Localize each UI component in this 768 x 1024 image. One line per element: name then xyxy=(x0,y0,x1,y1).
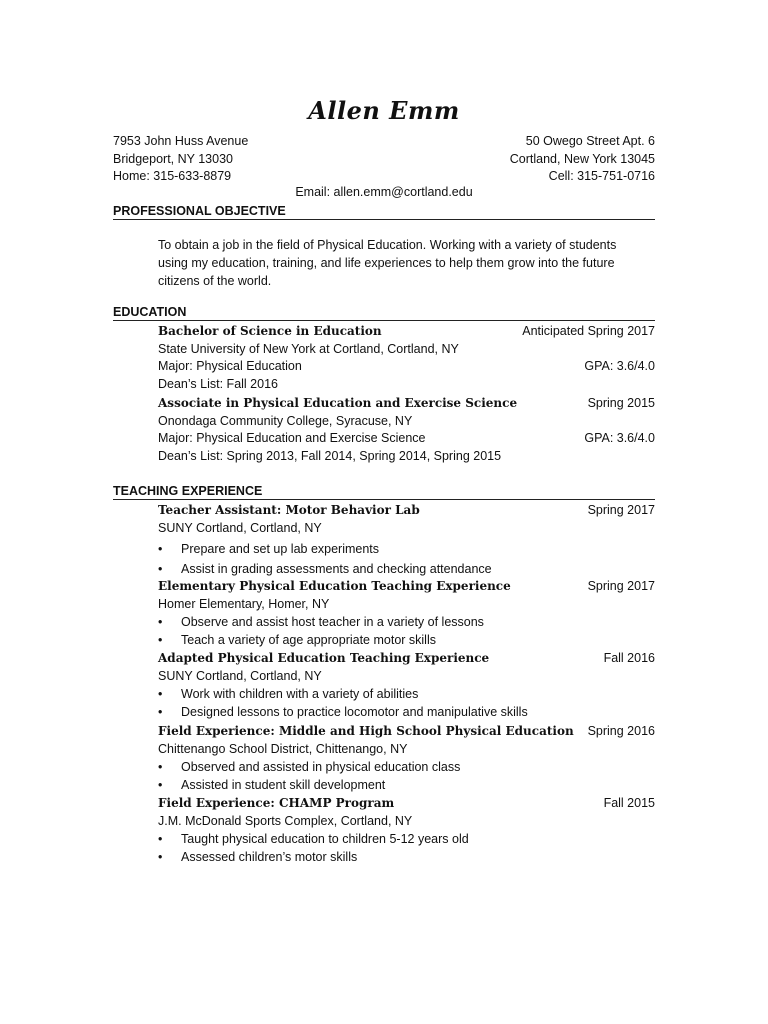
position-title: Field Experience: Middle and High School Physical Education xyxy=(158,724,574,738)
home-street: 7953 John Huss Avenue xyxy=(113,134,249,148)
bullet-text: Assisted in student skill development xyxy=(181,778,386,792)
teaching-heading: TEACHING EXPERIENCE xyxy=(113,484,655,500)
home-city: Bridgeport, NY 13030 xyxy=(113,151,233,166)
degree-date: Spring 2015 xyxy=(587,396,655,410)
position-title: Adapted Physical Education Teaching Experience xyxy=(158,651,490,665)
bullet-icon: • xyxy=(158,542,163,556)
school-street: 50 Owego Street Apt. 6 xyxy=(525,134,655,148)
bullet-icon: • xyxy=(158,633,163,647)
experience-entry xyxy=(158,502,655,578)
experience-entry xyxy=(158,795,655,866)
major: Major: Physical Education and Exercise Science xyxy=(158,431,426,445)
position-date: Spring 2016 xyxy=(587,724,655,738)
bullet-item xyxy=(158,758,655,776)
major: Major: Physical Education xyxy=(158,359,302,373)
candidate-name: Allen Emm xyxy=(308,96,460,125)
bullet-text: Assist in grading assessments and checking attendance xyxy=(181,562,492,576)
degree-title: Bachelor of Science in Education xyxy=(158,324,382,338)
bullet-item xyxy=(158,685,655,703)
email-line: Email: allen.emm@cortland.edu xyxy=(295,185,473,199)
cell-phone: Cell: 315-751-0716 xyxy=(548,169,655,183)
bullet-item xyxy=(158,560,655,578)
school-name: Onondaga Community College, Syracuse, NY xyxy=(158,413,413,428)
objective-text: To obtain a job in the field of Physical Education. Working with a variety of students using my education, training, and life experiences to help them grow into the future citizens of the world. xyxy=(158,238,617,288)
bullet-item xyxy=(158,830,655,848)
position-title: Elementary Physical Education Teaching Experience xyxy=(158,579,511,593)
degree-title: Associate in Physical Education and Exercise Science xyxy=(158,396,518,410)
deans-list: Dean’s List: Spring 2013, Fall 2014, Spring 2014, Spring 2015 xyxy=(158,448,502,463)
bullet-icon: • xyxy=(158,615,163,629)
position-place: J.M. McDonald Sports Complex, Cortland, NY xyxy=(158,813,413,828)
degree-date: Anticipated Spring 2017 xyxy=(522,324,655,338)
school-city: Cortland, New York 13045 xyxy=(509,151,655,166)
bullet-text: Work with children with a variety of abilities xyxy=(181,687,419,701)
gpa: GPA: 3.6/4.0 xyxy=(584,359,655,373)
bullet-icon: • xyxy=(158,562,163,576)
bullet-item xyxy=(158,613,655,631)
bullet-text: Teach a variety of age appropriate motor skills xyxy=(181,633,436,647)
bullet-text: Designed lessons to practice locomotor and manipulative skills xyxy=(181,705,528,719)
objective-heading: PROFESSIONAL OBJECTIVE xyxy=(113,204,655,220)
bullet-icon: • xyxy=(158,705,163,719)
bullet-icon: • xyxy=(158,760,163,774)
education-heading: EDUCATION xyxy=(113,305,655,321)
bullet-text: Observe and assist host teacher in a variety of lessons xyxy=(181,615,484,629)
position-date: Fall 2016 xyxy=(603,651,655,665)
bullet-icon: • xyxy=(158,687,163,701)
deans-list: Dean’s List: Fall 2016 xyxy=(158,376,278,391)
bullet-icon: • xyxy=(158,832,163,846)
home-address-block xyxy=(113,133,248,186)
bullet-icon: • xyxy=(158,778,163,792)
position-place: Homer Elementary, Homer, NY xyxy=(158,596,330,611)
gpa: GPA: 3.6/4.0 xyxy=(584,431,655,445)
home-phone: Home: 315-633-8879 xyxy=(113,169,232,183)
bullet-item xyxy=(158,631,655,649)
bullet-text: Assessed children’s motor skills xyxy=(181,850,358,864)
school-address-block xyxy=(510,133,655,186)
education-entry xyxy=(158,395,655,465)
position-place: Chittenango School District, Chittenango, NY xyxy=(158,741,408,756)
position-date: Spring 2017 xyxy=(587,503,655,517)
bullet-text: Prepare and set up lab experiments xyxy=(181,542,380,556)
bullet-item xyxy=(158,703,655,721)
bullet-text: Taught physical education to children 5-12 years old xyxy=(181,832,469,846)
position-title: Teacher Assistant: Motor Behavior Lab xyxy=(158,503,420,517)
position-place: SUNY Cortland, Cortland, NY xyxy=(158,520,322,535)
education-entry xyxy=(158,323,655,393)
experience-entry xyxy=(158,650,655,721)
position-title: Field Experience: CHAMP Program xyxy=(158,796,395,810)
school-name: State University of New York at Cortland, Cortland, NY xyxy=(158,341,459,356)
bullet-item xyxy=(158,776,655,794)
position-place: SUNY Cortland, Cortland, NY xyxy=(158,668,322,683)
bullet-item xyxy=(158,540,655,558)
experience-entry xyxy=(158,578,655,649)
position-date: Fall 2015 xyxy=(603,796,655,810)
bullet-icon: • xyxy=(158,850,163,864)
experience-entry xyxy=(158,723,655,794)
position-date: Spring 2017 xyxy=(587,579,655,593)
bullet-item xyxy=(158,848,655,866)
bullet-text: Observed and assisted in physical education class xyxy=(181,760,461,774)
